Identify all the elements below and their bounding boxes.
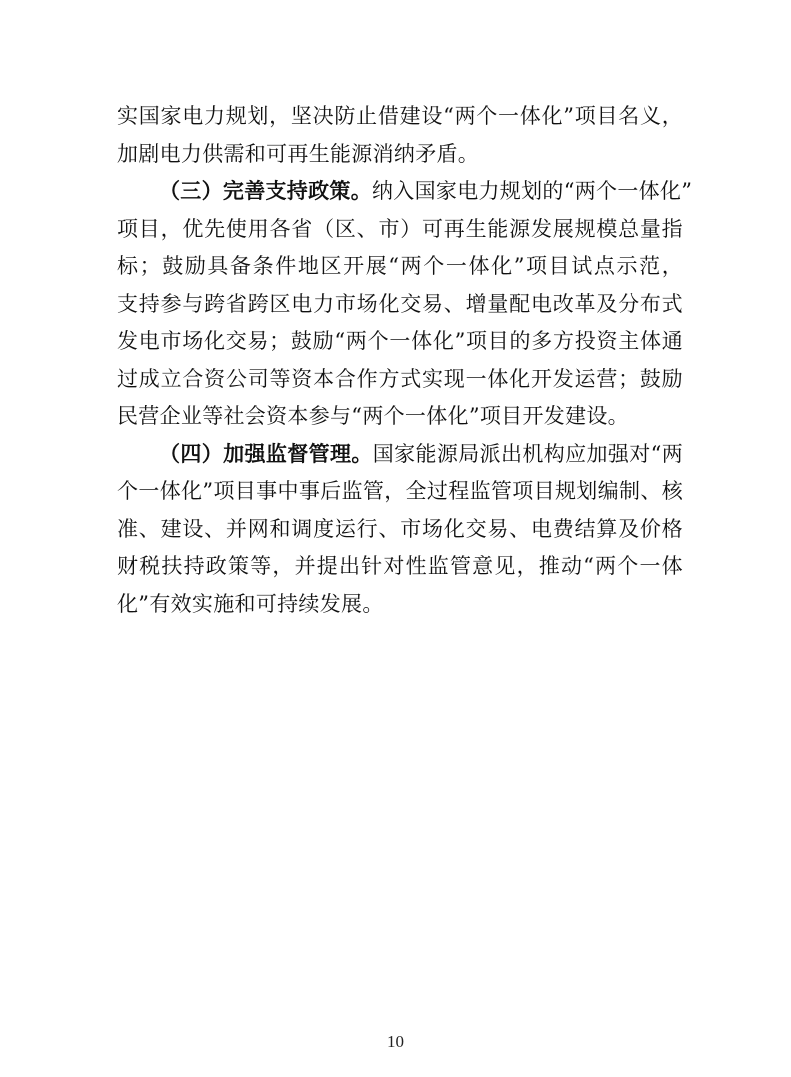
text-line: 化”有效实施和可持续发展。 xyxy=(117,591,384,616)
section-heading-3: （三）完善支持政策。 xyxy=(159,179,372,203)
text-line: 财税扶持政策等，并提出针对性监管意见，推动“两个一体 xyxy=(117,554,683,578)
paragraph-2 xyxy=(117,173,693,436)
text-fragment: 纳入国家电力规划的“两个一体化” xyxy=(372,179,693,203)
text-line: 民营企业等社会资本参与“两个一体化”项目开发建设。 xyxy=(117,404,629,428)
section-heading-4: （四）加强监督管理。 xyxy=(159,441,373,466)
text-line: 实国家电力规划，坚决防止借建设“两个一体化”项目名义， xyxy=(117,104,683,128)
text-line: 过成立合资公司等资本合作方式实现一体化开发运营；鼓励 xyxy=(117,366,683,391)
text-line: 支持参与跨省跨区电力市场化交易、增量配电改革及分布式 xyxy=(117,291,683,316)
text-line xyxy=(117,173,693,211)
text-line: 标；鼓励具备条件地区开展“两个一体化”项目试点示范， xyxy=(117,254,683,278)
text-line: 发电市场化交易；鼓励“两个一体化”项目的多方投资主体通 xyxy=(117,329,683,353)
page-number: 10 xyxy=(387,1032,404,1051)
text-line: 加剧电力供需和可再生能源消纳矛盾。 xyxy=(117,141,480,166)
text-line: 准、建设、并网和调度运行、市场化交易、电费结算及价格 xyxy=(117,516,683,541)
text-line: 项目，优先使用各省（区、市）可再生能源发展规模总量指 xyxy=(117,216,683,241)
body-text xyxy=(117,98,693,623)
text-line: 个一体化”项目事中事后监管，全过程监管项目规划编制、核 xyxy=(117,479,683,503)
paragraph-1 xyxy=(117,98,683,173)
text-line xyxy=(117,436,683,474)
text-fragment: 国家能源局派出机构应加强对“两 xyxy=(372,441,684,466)
paragraph-3 xyxy=(117,436,683,624)
